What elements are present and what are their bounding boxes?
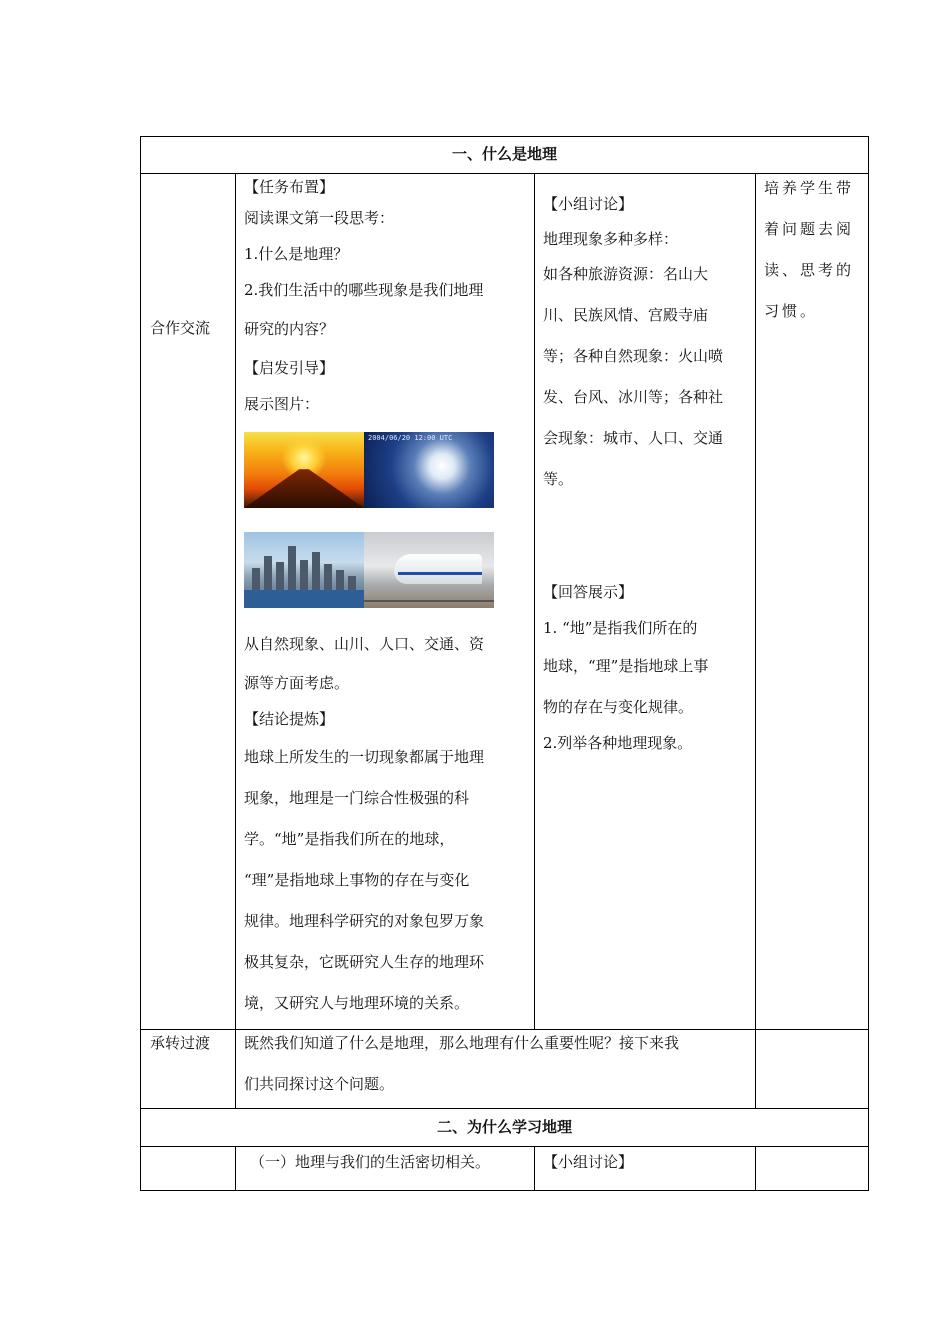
row-label: 承转过渡: [150, 1034, 211, 1052]
city-skyline-photo: [244, 532, 364, 608]
discuss-line: 等；各种自然现象：火山喷: [543, 347, 724, 365]
column-divider: [755, 1146, 756, 1191]
column-divider: [534, 1146, 535, 1191]
example-photos: [244, 432, 494, 608]
conclusion-line: “理”是指地球上事物的存在与变化: [244, 871, 470, 889]
intent-line: 着问题去阅: [764, 220, 855, 238]
guide-text: 展示图片：: [244, 395, 320, 413]
table-border-left: [140, 136, 141, 1191]
discuss-line: 如各种旅游资源：名山大: [543, 265, 709, 283]
conclusion-heading: 【结论提炼】: [244, 710, 335, 728]
question-1: 1.什么是地理？: [244, 245, 349, 263]
task-heading: 【任务布置】: [244, 178, 335, 196]
table-border-right: [868, 136, 869, 1191]
student-activity: [543, 184, 753, 500]
answer-heading: 【回答展示】: [543, 583, 634, 601]
table-border-bottom: [140, 1190, 869, 1191]
discuss-heading: 【小组讨论】: [543, 195, 634, 213]
question-2-line-1: 2.我们生活中的哪些现象是我们地理: [244, 281, 484, 299]
photo-timestamp: 2004/06/20 12:00 UTC: [368, 434, 453, 442]
design-intent: [764, 168, 864, 332]
conclusion-line: 地球上所发生的一切现象都属于地理: [244, 748, 485, 766]
discuss-line: 川、民族风情、宫殿寺庙: [543, 306, 709, 324]
answer-line: 物的存在与变化规律。: [543, 698, 694, 716]
column-divider: [755, 173, 756, 1109]
answer-line: 1. “地”是指我们所在的: [543, 619, 698, 637]
intent-line: 读、思考的: [764, 261, 855, 279]
intent-line: 习惯。: [764, 302, 819, 320]
question-2-line-2: 研究的内容？: [244, 320, 335, 338]
conclusion-line: 现象，地理是一门综合性极强的科: [244, 789, 470, 807]
conclusion-line: 规律。地理科学研究的对象包罗万象: [244, 912, 485, 930]
lesson-plan-table: [140, 136, 869, 1191]
column-divider: [235, 173, 236, 1109]
teacher-activity: （一）地理与我们的生活密切相关。: [250, 1153, 491, 1171]
answer-line: 2.列举各种地理现象。: [543, 734, 693, 752]
typhoon-satellite-photo: [364, 432, 494, 508]
transition-text: [244, 1023, 754, 1105]
student-answers: [543, 574, 753, 758]
discuss-heading: 【小组讨论】: [543, 1153, 634, 1171]
conclusion-line: 境，又研究人与地理环境的关系。: [244, 994, 470, 1012]
transition-line: 们共同探讨这个问题。: [244, 1075, 395, 1093]
row-label: 合作交流: [150, 319, 211, 337]
discuss-line: 地理现象多种多样：: [543, 230, 679, 248]
section-title: 一、什么是地理: [451, 145, 557, 163]
column-divider: [235, 1146, 236, 1191]
task-intro: 阅读课文第一段思考：: [244, 209, 395, 227]
consider-line-2: 源等方面考虑。: [244, 674, 350, 692]
discuss-line: 发、台风、冰川等；各种社: [543, 388, 724, 406]
section-title: 二、为什么学习地理: [436, 1118, 572, 1136]
consider-line-1: 从自然现象、山川、人口、交通、资: [244, 635, 485, 653]
teacher-activity-bottom: [244, 624, 530, 1024]
intent-line: 培养学生带: [764, 179, 855, 197]
conclusion-line: 学。“地”是指我们所在的地球，: [244, 830, 455, 848]
transition-line: 既然我们知道了什么是地理，那么地理有什么重要性呢？接下来我: [244, 1034, 680, 1052]
high-speed-train-photo: [364, 532, 494, 608]
teacher-activity-top: [244, 174, 530, 422]
column-divider: [534, 173, 535, 1030]
discuss-line: 等。: [543, 470, 574, 488]
discuss-line: 会现象：城市、人口、交通: [543, 429, 724, 447]
table-border-top: [140, 136, 869, 137]
conclusion-line: 极其复杂，它既研究人生存的地理环: [244, 953, 485, 971]
volcano-photo: [244, 432, 364, 508]
guide-heading: 【启发引导】: [244, 359, 335, 377]
answer-line: 地球，“理”是指地球上事: [543, 657, 709, 675]
